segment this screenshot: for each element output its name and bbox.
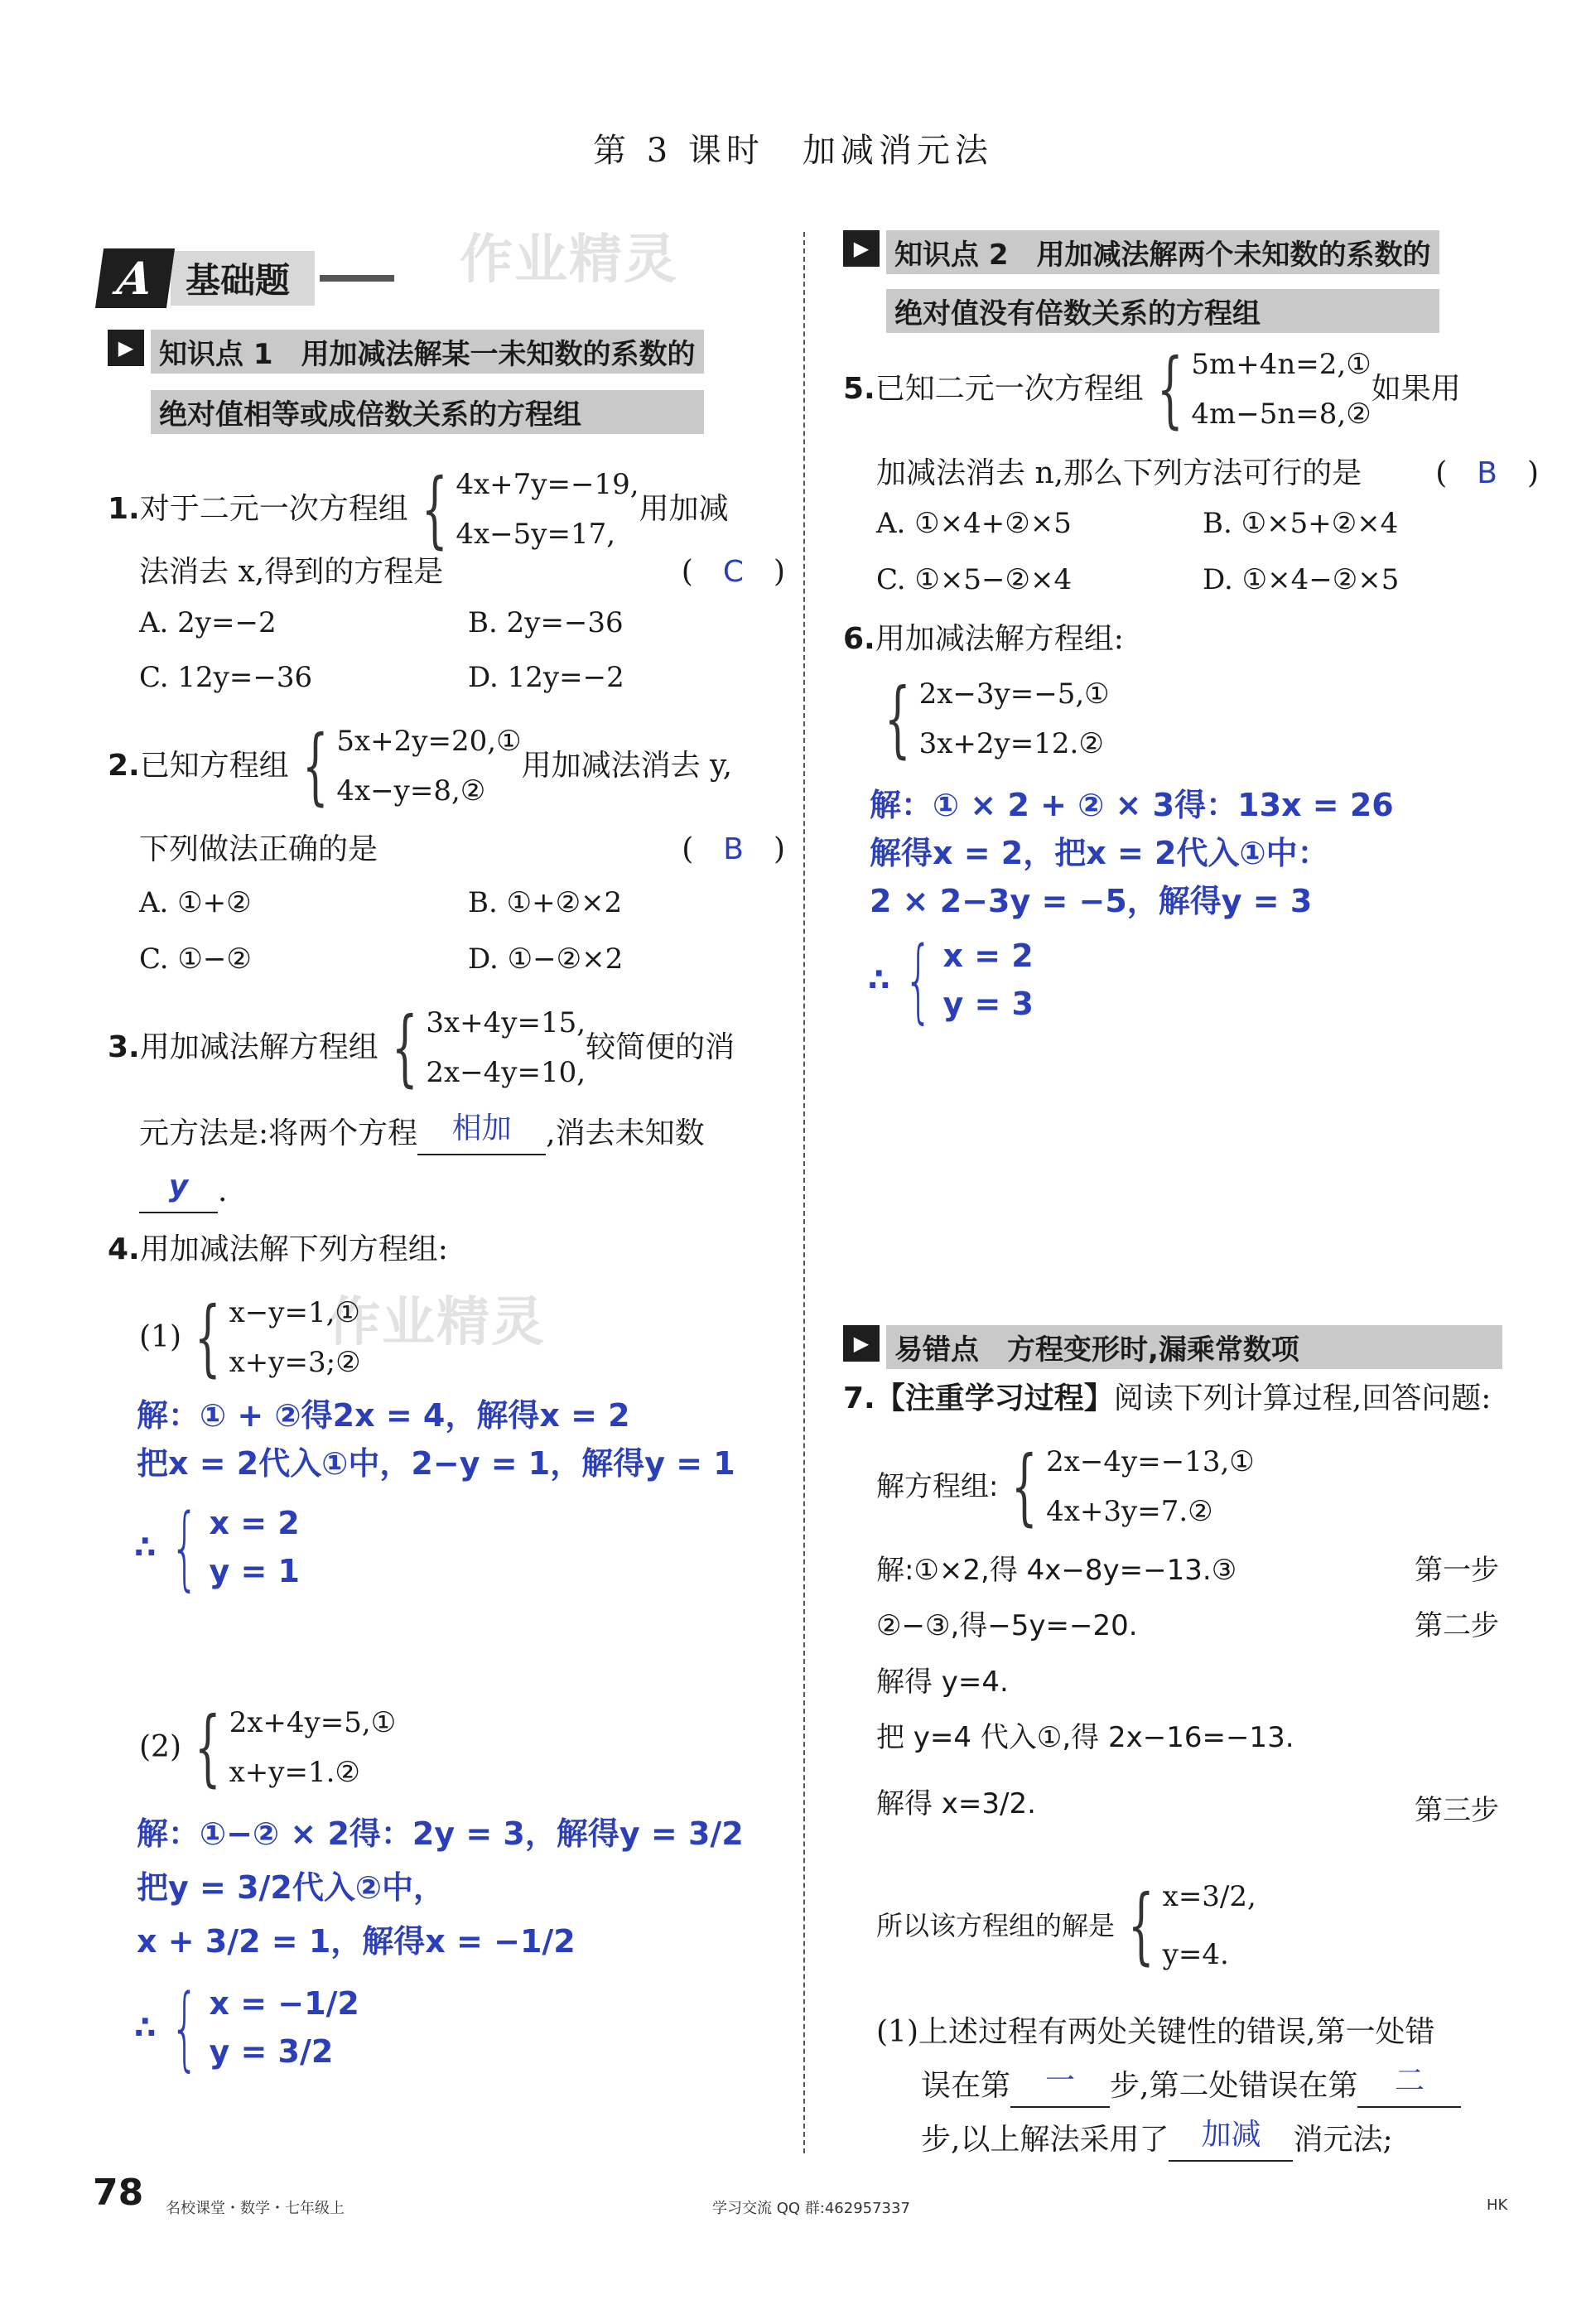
q7-sub1-line3 <box>921 2120 1393 2162</box>
knowledge-point-2 <box>843 230 1439 333</box>
q3-system <box>378 998 586 1097</box>
brace-icon: { <box>391 999 418 1096</box>
q4-p2-result <box>134 1974 359 2081</box>
q3-line2 <box>139 1111 802 1155</box>
q3-blank-1: 相加 <box>417 1114 546 1155</box>
brace-icon: { <box>170 1974 200 2081</box>
q2-option-d: D. ①−②×2 <box>468 943 624 976</box>
watermark-middle: 作业精灵 <box>327 1292 546 1353</box>
q4-p1-y: y = 1 <box>209 1553 300 1589</box>
brace-icon: { <box>1127 1877 1155 1974</box>
q4-p2-y: y = 3/2 <box>209 2033 334 2070</box>
q4-p1-label: (1) <box>139 1320 181 1354</box>
q1-option-a: A. 2y=−2 <box>139 606 277 639</box>
q7-step-2: ②−③,得−5y=−20. <box>876 1609 1138 1642</box>
q5-option-a: A. ①×4+②×5 <box>876 507 1072 540</box>
column-divider <box>803 232 805 2153</box>
q6-text: 用加减法解方程组: <box>875 622 1124 656</box>
brace-icon: { <box>884 670 911 767</box>
q7-system <box>876 1437 1255 1536</box>
brace-icon: { <box>1156 340 1183 437</box>
q7-step-1-tag: 第一步 <box>1415 1554 1499 1587</box>
q3-eq1: 3x+4y=15, <box>426 1006 586 1039</box>
q4-p1-system <box>181 1288 361 1387</box>
q7-tag: 【注重学习过程】 <box>875 1381 1114 1415</box>
edition-code: HK <box>1487 2196 1508 2214</box>
q2-text-a: 已知方程组 <box>139 749 289 783</box>
q5-line2 <box>876 454 1539 494</box>
q5-answer: B <box>1477 456 1497 490</box>
error-point <box>843 1325 1502 1369</box>
q6-x: x = 2 <box>942 938 1034 974</box>
question-1 <box>108 460 787 559</box>
q2-answer: B <box>723 832 744 866</box>
q1-text-a: 对于二元一次方程组 <box>139 492 408 526</box>
q3-text-c: 元方法是:将两个方程 <box>139 1116 418 1150</box>
q5-eq1: 5m+4n=2,① <box>1191 348 1371 381</box>
play-arrow-icon: ▶ <box>108 330 144 366</box>
q7-eq1: 2x−4y=−13,① <box>1046 1445 1255 1478</box>
brace-icon: { <box>194 1699 221 1796</box>
q2-option-b: B. ①+②×2 <box>468 886 623 919</box>
q7-step-5-tag: 第三步 <box>1415 1794 1499 1827</box>
q6-solution-line1: 解：① × 2 + ② × 3得：13x = 26 <box>870 787 1394 823</box>
q4-p1-solution-line2: 把x = 2代入①中，2−y = 1，解得y = 1 <box>137 1445 735 1482</box>
q5-system <box>1144 340 1371 439</box>
q5-text-c: 加减法消去 n,那么下列方法可行的是 <box>876 456 1362 490</box>
kp2-line2: 绝对值没有倍数关系的方程组 <box>886 289 1439 333</box>
q7-number: 7. <box>843 1381 875 1415</box>
page-title: 第 3 课时 加减消元法 <box>593 132 993 170</box>
q4-part2 <box>139 1698 396 1797</box>
q4-number: 4. <box>108 1232 140 1266</box>
kp1-line2: 绝对值相等或成倍数关系的方程组 <box>151 390 704 434</box>
q7-text: 阅读下列计算过程,回答问题: <box>1113 1381 1492 1415</box>
q4-p2-solution-line3: x + 3/2 = 1，解得x = −1/2 <box>137 1923 576 1960</box>
q6-result <box>868 927 1034 1033</box>
q7-blank-2: 二 <box>1357 2066 1461 2108</box>
section-tail <box>320 275 394 282</box>
q5-text-b: 如果用 <box>1371 372 1461 406</box>
q7-sub1-b: 误在第 <box>921 2069 1011 2103</box>
q7-sub1-line2 <box>921 2066 1461 2108</box>
q1-answer: C <box>722 555 744 589</box>
brace-icon: { <box>1011 1438 1039 1535</box>
question-7 <box>843 1379 1491 1419</box>
q6-system <box>871 669 1110 769</box>
question-2 <box>108 716 787 816</box>
q1-text-b: 用加减 <box>639 492 729 526</box>
q1-system <box>408 460 639 559</box>
q7-step-5: 解得 x=3/2. <box>876 1787 1036 1820</box>
q1-option-c: C. 12y=−36 <box>139 661 313 694</box>
q1-eq1: 4x+7y=−19, <box>456 468 639 501</box>
brace-icon: { <box>904 927 933 1033</box>
play-arrow-icon: ▶ <box>843 230 880 267</box>
q5-eq2: 4m−5n=8,② <box>1191 398 1371 431</box>
q3-text-b: 较简便的消 <box>586 1030 735 1064</box>
q2-text-c: 下列做法正确的是 <box>139 832 378 866</box>
q5-option-d: D. ①×4−②×5 <box>1203 563 1400 596</box>
q7-blank-1: 一 <box>1010 2066 1110 2108</box>
q2-text-b: 用加减法消去 y, <box>521 749 733 783</box>
q3-text-d: ,消去未知数 <box>546 1116 705 1150</box>
q4-text: 用加减法解下列方程组: <box>139 1232 448 1266</box>
q4-p2-solution-line1: 解：①−② × 2得：2y = 3，解得y = 3/2 <box>137 1815 744 1852</box>
q7-blank-3: 加减 <box>1169 2120 1293 2162</box>
therefore-icon: ∴ <box>134 2009 157 2046</box>
q4-p2-label: (2) <box>139 1730 181 1764</box>
q3-number: 3. <box>108 1030 140 1064</box>
q7-sub1-line1: (1)上述过程有两处关键性的错误,第一处错 <box>876 2015 1435 2049</box>
q7-conclusion <box>876 1868 1256 1984</box>
brace-icon: { <box>421 460 448 557</box>
knowledge-point-1 <box>108 330 704 434</box>
q7-sub1-c: 步,第二处错误在第 <box>1110 2069 1358 2103</box>
q4-p1-result <box>134 1494 300 1600</box>
q7-step-2-tag: 第二步 <box>1415 1609 1499 1642</box>
question-5 <box>843 340 1531 439</box>
q7-sub1-d: 步,以上解法采用了 <box>921 2123 1169 2157</box>
q4-p1-x: x = 2 <box>209 1505 300 1541</box>
q6-solution-line2: 解得x = 2，把x = 2代入①中： <box>870 835 1329 871</box>
q6-solution-line3: 2 × 2−3y = −5，解得y = 3 <box>870 883 1313 919</box>
q3-text-a: 用加减法解方程组 <box>139 1030 378 1064</box>
q1-answer-paren: ( C ) <box>681 555 785 589</box>
q1-number: 1. <box>108 492 140 526</box>
q7-sys-label: 解方程组: <box>876 1470 999 1503</box>
q4-part1 <box>139 1288 361 1387</box>
question-3 <box>108 998 787 1097</box>
q2-option-c: C. ①−② <box>139 943 252 976</box>
q2-number: 2. <box>108 749 140 783</box>
q7-conclusion-text: 所以该方程组的解是 <box>876 1910 1116 1941</box>
q6-eq1: 2x−3y=−5,① <box>918 677 1110 711</box>
q5-answer-paren: ( B ) <box>1435 456 1539 490</box>
q3-line3 <box>139 1169 228 1213</box>
q4-p1-solution-line1: 解：① + ②得2x = 4，解得x = 2 <box>137 1397 630 1434</box>
q4-p2-eq1: 2x+4y=5,① <box>229 1706 397 1739</box>
question-4 <box>108 1230 448 1270</box>
kp2-line1: 知识点 2 用加减法解两个未知数的系数的 <box>886 230 1439 274</box>
section-a-badge <box>99 248 394 308</box>
q2-eq1: 5x+2y=20,① <box>336 725 522 758</box>
q4-p2-system <box>181 1698 396 1797</box>
q3-blank-2: y <box>139 1172 218 1213</box>
q4-p1-eq2: x+y=3;② <box>229 1346 361 1379</box>
question-6 <box>843 620 1124 659</box>
q6-eq2: 3x+2y=12.② <box>918 727 1104 760</box>
brace-icon: { <box>194 1289 221 1386</box>
q1-line2 <box>139 552 785 592</box>
q3-text-e: . <box>218 1174 228 1208</box>
kp3-line1: 易错点 方程变形时,漏乘常数项 <box>886 1325 1502 1369</box>
q4-p2-solution-line2: 把y = 3/2代入②中， <box>137 1869 446 1906</box>
play-arrow-icon: ▶ <box>843 1325 880 1362</box>
q5-text-a: 已知二元一次方程组 <box>875 372 1144 406</box>
q7-eq2: 4x+3y=7.② <box>1046 1495 1213 1528</box>
q4-p1-eq1: x−y=1,① <box>229 1296 360 1329</box>
q3-eq2: 2x−4y=10, <box>426 1056 586 1089</box>
q1-text-c: 法消去 x,得到的方程是 <box>139 555 444 589</box>
section-label: 基础题 <box>171 251 315 306</box>
q2-option-a: A. ①+② <box>139 886 252 919</box>
brace-icon: { <box>301 717 329 814</box>
q2-line2 <box>139 830 785 870</box>
q6-y: y = 3 <box>942 986 1034 1022</box>
q5-option-c: C. ①×5−②×4 <box>876 563 1073 596</box>
q6-number: 6. <box>843 622 875 656</box>
q2-system <box>289 716 522 816</box>
q1-option-d: D. 12y=−2 <box>468 661 624 694</box>
brace-icon: { <box>170 1494 200 1600</box>
kp1-line1: 知识点 1 用加减法解某一未知数的系数的 <box>151 330 704 374</box>
q7-sub1-e: 消元法; <box>1293 2123 1393 2157</box>
therefore-icon: ∴ <box>868 962 890 998</box>
qq-group: 学习交流 QQ 群:462957337 <box>712 2200 910 2217</box>
book-title: 名校课堂・数学・七年级上 <box>166 2200 345 2217</box>
q7-step-1: 解:①×2,得 4x−8y=−13.③ <box>876 1554 1237 1587</box>
watermark-top: 作业精灵 <box>460 229 678 291</box>
section-letter: A <box>95 248 175 308</box>
q1-option-b: B. 2y=−36 <box>468 606 624 639</box>
q7-step-3: 解得 y=4. <box>876 1666 1009 1699</box>
q5-number: 5. <box>843 372 875 406</box>
q2-answer-paren: ( B ) <box>682 832 785 866</box>
q4-p2-x: x = −1/2 <box>209 1985 359 2022</box>
q7-sol-x: x=3/2, <box>1162 1880 1256 1913</box>
q5-option-b: B. ①×5+②×4 <box>1203 507 1399 540</box>
q7-sol-y: y=4. <box>1162 1938 1229 1971</box>
q7-step-4: 把 y=4 代入①,得 2x−16=−13. <box>876 1721 1294 1754</box>
q4-p2-eq2: x+y=1.② <box>229 1756 360 1789</box>
q2-eq2: 4x−y=8,② <box>336 774 486 808</box>
q1-eq2: 4x−5y=17, <box>456 518 616 551</box>
page-number: 78 <box>93 2172 144 2214</box>
therefore-icon: ∴ <box>134 1529 157 1565</box>
